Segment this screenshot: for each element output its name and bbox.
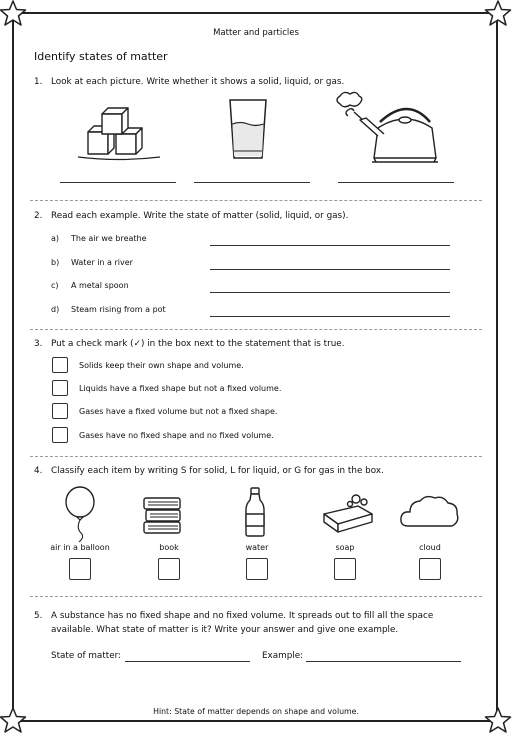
- item-label: air in a balloon: [50, 543, 110, 552]
- option-text: Gases have a fixed volume but not a fixed shape.: [79, 407, 278, 416]
- question-number: 1.: [34, 77, 43, 87]
- question-5-line-1: A substance has no fixed shape and no fixed volume. It spreads out to fill all the space: [51, 611, 434, 621]
- answer-line[interactable]: [210, 292, 450, 293]
- answer-line[interactable]: [210, 269, 450, 270]
- answer-line[interactable]: [338, 182, 454, 183]
- state-of-matter-answer-line[interactable]: [125, 661, 250, 662]
- answer-box[interactable]: [158, 558, 180, 580]
- item-label: book: [159, 543, 179, 552]
- question-3-text: Put a check mark (✓) in the box next to the statement that is true.: [51, 339, 345, 349]
- answer-line[interactable]: [210, 316, 450, 317]
- section-divider: [30, 200, 482, 201]
- question-number: 2.: [34, 211, 43, 221]
- item-letter: a): [51, 234, 60, 243]
- item-label: soap: [335, 543, 355, 552]
- question-1-text: Look at each picture. Write whether it shows a solid, liquid, or gas.: [51, 77, 345, 87]
- item-letter: b): [51, 258, 60, 267]
- example-answer-line[interactable]: [306, 661, 461, 662]
- worksheet-topic: Matter and particles: [213, 28, 299, 38]
- checkbox[interactable]: [52, 357, 68, 373]
- item-text: Steam rising from a pot: [71, 305, 166, 314]
- answer-box[interactable]: [419, 558, 441, 580]
- state-of-matter-label: State of matter:: [51, 651, 122, 661]
- answer-box[interactable]: [334, 558, 356, 580]
- item-label: water: [245, 543, 269, 552]
- water-bottle-icon: [244, 486, 266, 538]
- item-letter: d): [51, 305, 60, 314]
- item-text: The air we breathe: [71, 234, 147, 243]
- checkbox[interactable]: [52, 380, 68, 396]
- answer-line[interactable]: [194, 182, 310, 183]
- item-text: A metal spoon: [71, 281, 129, 290]
- star-icon: [484, 0, 512, 27]
- item-letter: c): [51, 281, 59, 290]
- hint-text: Hint: State of matter depends on shape and volume.: [153, 707, 359, 716]
- balloon-icon: [62, 486, 98, 542]
- ice-cubes-icon: [74, 102, 164, 164]
- worksheet-title: Identify states of matter: [34, 50, 168, 63]
- star-icon: [0, 0, 27, 27]
- question-number: 5.: [34, 611, 43, 621]
- question-5-line-2: available. What state of matter is it? Write your answer and give one example.: [51, 625, 399, 635]
- question-number: 4.: [34, 466, 43, 476]
- answer-line[interactable]: [60, 182, 176, 183]
- question-number: 3.: [34, 339, 43, 349]
- glass-of-water-icon: [226, 96, 270, 164]
- book-stack-icon: [140, 492, 184, 536]
- cloud-icon: [398, 492, 462, 532]
- checkbox[interactable]: [52, 403, 68, 419]
- item-label: cloud: [419, 543, 441, 552]
- checkbox[interactable]: [52, 427, 68, 443]
- answer-box[interactable]: [69, 558, 91, 580]
- option-text: Gases have no fixed shape and no fixed volume.: [79, 431, 274, 440]
- example-label: Example:: [262, 651, 304, 661]
- kettle-icon: [330, 90, 440, 166]
- section-divider: [30, 596, 482, 597]
- answer-line[interactable]: [210, 245, 450, 246]
- option-text: Liquids have a fixed shape but not a fixed volume.: [79, 384, 282, 393]
- question-4-text: Classify each item by writing S for solid, L for liquid, or G for gas in the box.: [51, 466, 384, 476]
- section-divider: [30, 456, 482, 457]
- soap-bar-icon: [320, 492, 376, 536]
- section-divider: [30, 329, 482, 330]
- option-text: Solids keep their own shape and volume.: [79, 361, 244, 370]
- item-text: Water in a river: [71, 258, 133, 267]
- question-2-text: Read each example. Write the state of matter (solid, liquid, or gas).: [51, 211, 349, 221]
- answer-box[interactable]: [246, 558, 268, 580]
